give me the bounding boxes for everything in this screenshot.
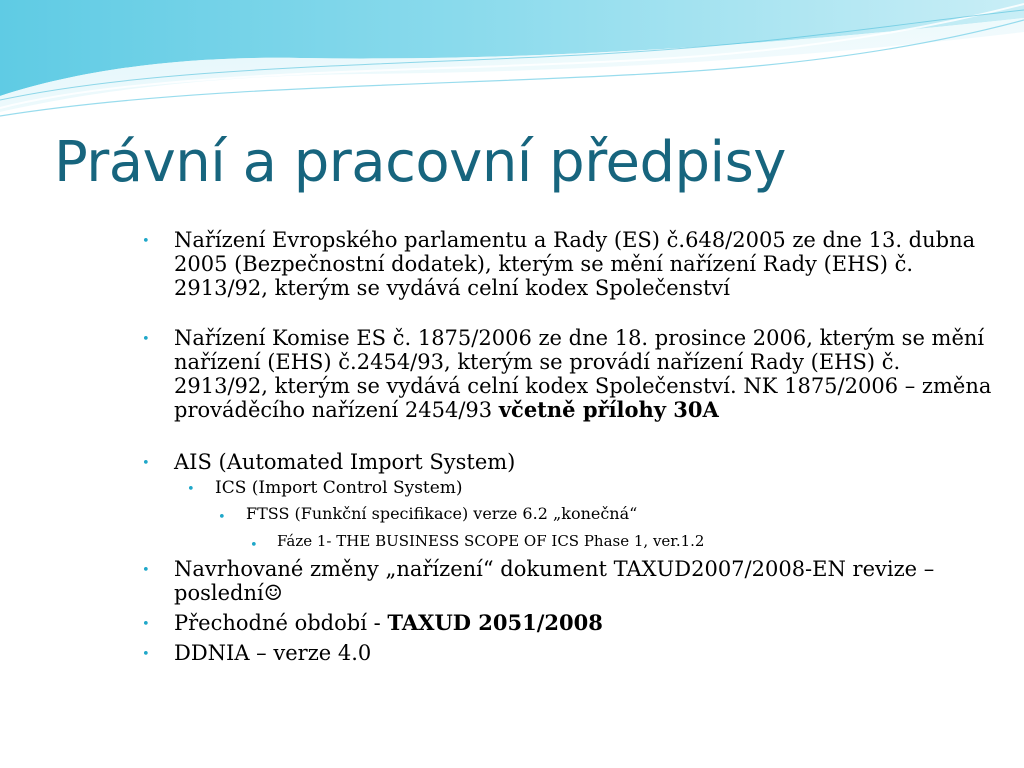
sub-sub-list-item-text: FTSS (Funkční specifikace) verze 6.2 „konečná“ xyxy=(246,504,638,523)
list-item xyxy=(140,611,1000,635)
list-item-text: Nařízení Evropského parlamentu a Rady (ES) č.648/2005 ze dne 13. dubna 2005 (Bezpečnostní dodatek), kterým se mění nařízení Rady (EHS) č. 2913/92, kterým se vydává celní kodex Společenství xyxy=(174,228,976,300)
bullet-icon: • xyxy=(142,563,150,578)
list-item xyxy=(140,557,1000,605)
bullet-icon: • xyxy=(142,456,150,471)
list-item-text: AIS (Automated Import System) xyxy=(174,450,516,474)
sub-list-item xyxy=(140,476,1000,500)
list-item-bold-text: včetně přílohy 30A xyxy=(498,397,719,422)
bullet-icon: • xyxy=(142,617,150,632)
list-item xyxy=(140,450,1000,474)
list-item-text: Nařízení Komise ES č. 1875/2006 ze dne 18. prosince 2006, kterým se mění nařízení (EHS) č.2454/93, kterým se provádí nařízení Rady (EHS) č. 2913/92, kterým se vydává celní kodex Společenství. NK 1875/2006 – změna prováděcího nařízení 2454/93 xyxy=(174,326,992,422)
bullet-list xyxy=(140,228,1000,665)
level4-list-item xyxy=(140,528,1000,555)
slide-title: Právní a pracovní předpisy xyxy=(54,130,786,195)
bullet-icon: • xyxy=(250,538,258,553)
level4-list-item-text: Fáze 1- THE BUSINESS SCOPE OF ICS Phase 1, ver.1.2 xyxy=(277,532,705,550)
decorative-wave-header xyxy=(0,0,1024,120)
bullet-icon: • xyxy=(187,482,195,497)
smiley-icon: ☺ xyxy=(263,581,283,605)
list-item-bold-text: TAXUD 2051/2008 xyxy=(387,610,603,635)
list-item xyxy=(140,326,1000,422)
bullet-icon: • xyxy=(218,510,226,525)
list-item xyxy=(140,228,1000,300)
bullet-icon: • xyxy=(142,332,150,347)
sub-list-item-text: ICS (Import Control System) xyxy=(215,478,463,498)
bullet-icon: • xyxy=(142,234,150,249)
list-item-text: Přechodné období - xyxy=(174,611,388,635)
list-item-text: DDNIA – verze 4.0 xyxy=(174,641,372,665)
list-item xyxy=(140,641,1000,665)
sub-sub-list-item xyxy=(140,500,1000,528)
list-item-text: Navrhované změny „nařízení“ dokument TAXUD2007/2008-EN revize – poslední xyxy=(174,557,935,605)
bullet-icon: • xyxy=(142,647,150,662)
